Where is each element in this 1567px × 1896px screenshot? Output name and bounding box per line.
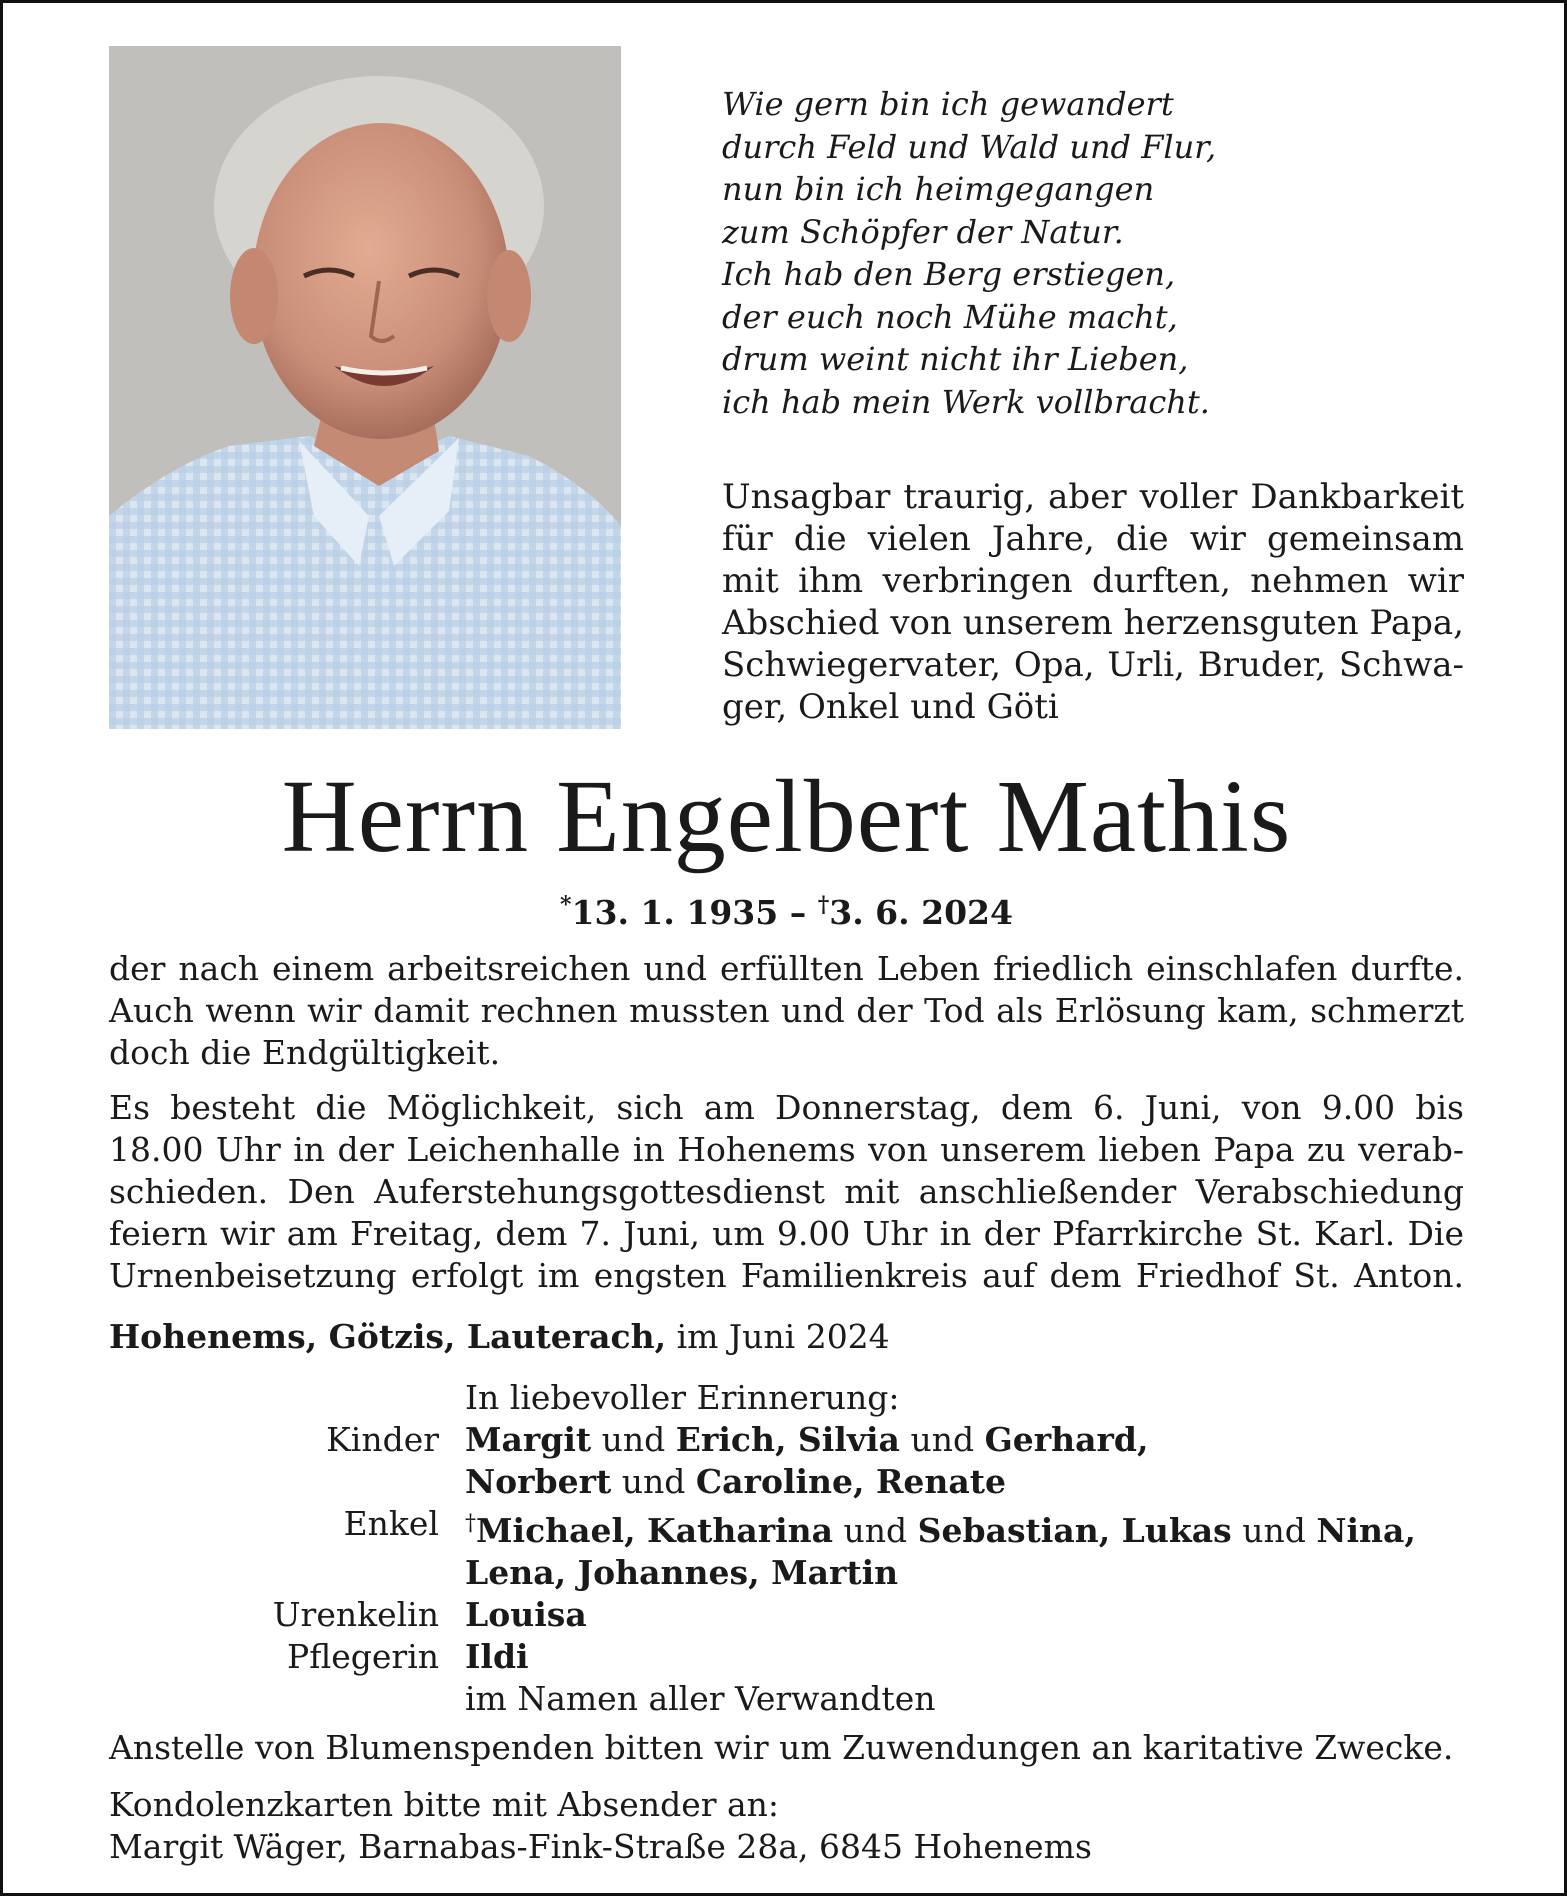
great-grandchild-name: Louisa — [465, 1595, 587, 1634]
intro-text — [722, 476, 1464, 728]
death-date: 3. 6. 2024 — [829, 893, 1013, 932]
kinder-label: Kinder — [326, 1420, 439, 1459]
family-footer: im Namen aller Verwandten — [465, 1679, 936, 1718]
life-dates — [3, 883, 1567, 935]
condolence-label: Kondolenzkarten bitte mit Absender an: — [109, 1785, 780, 1824]
child-name: Norbert — [465, 1462, 612, 1501]
pflegerin-label: Pflegerin — [287, 1637, 439, 1676]
child-name: Gerhard, — [984, 1420, 1149, 1459]
month-year: im Juni 2024 — [676, 1317, 890, 1356]
text-line: schieden. Den Auferstehungsgottesdienst mit anschließender Verabschiedung — [109, 1172, 1464, 1211]
deceased-name: Herrn Engelbert Mathis — [281, 759, 1292, 874]
poem-line: der euch noch Mühe macht, — [722, 297, 1178, 336]
date-dash: – — [789, 893, 807, 932]
poem-line: nun bin ich heimgegangen — [722, 170, 1155, 208]
text-line: Urnenbeisetzung erfolgt im engsten Familienkreis auf dem Friedhof St. Anton. — [109, 1256, 1464, 1295]
urenkelin-row — [109, 1594, 1509, 1636]
poem-line: drum weint nicht ihr Lieben, — [722, 340, 1189, 378]
enkel-row: Enkel †Michael, Katharina und Sebastian, Lukas und Nina, — [109, 1503, 1509, 1552]
grandchild-name: Michael, Katharina — [476, 1511, 834, 1550]
family-heading-row — [109, 1377, 1509, 1419]
intro-line: Unsagbar traurig, aber voller Dankbarkeit — [722, 477, 1464, 517]
family-footer-row — [109, 1678, 1509, 1720]
death-symbol: † — [817, 892, 830, 918]
family-heading: In liebevoller Erinnerung: — [465, 1378, 900, 1417]
grandchild-name: Lena, Johannes, Martin — [465, 1553, 899, 1592]
pflegerin-row — [109, 1636, 1509, 1678]
urenkelin-label: Urenkelin — [272, 1595, 439, 1634]
condolence-address: Margit Wäger, Barnabas-Fink-Straße 28a, 6845 Hohenems — [109, 1827, 1092, 1866]
text-line: feiern wir am Freitag, dem 7. Juni, um 9.00 Uhr in der Pfarrkirche St. Karl. Die — [109, 1214, 1464, 1253]
poem-line: zum Schöpfer der Natur. — [722, 212, 1124, 251]
intro-line: Abschied von unserem herzensguten Papa, — [722, 603, 1464, 643]
poem-line: durch Feld und Wald und Flur, — [722, 127, 1217, 166]
text-line: der nach einem arbeitsreichen und erfüllten Leben friedlich einschlafen durfte. — [109, 949, 1464, 988]
poem-line: Ich hab den Berg erstiegen, — [722, 255, 1176, 293]
kinder-row: Kinder Margit und Erich, Silvia und Gerhard, — [109, 1419, 1509, 1461]
child-name: Caroline, Renate — [695, 1462, 1007, 1501]
cross-symbol: † — [465, 1511, 476, 1536]
enkel-row-2 — [109, 1552, 1509, 1594]
grandchild-name: Sebastian, Lukas — [917, 1511, 1232, 1550]
intro-line: mit ihm verbringen durften, nehmen wir — [722, 561, 1464, 601]
poem — [722, 83, 1482, 423]
portrait-photo — [109, 46, 621, 729]
flowers-note: Anstelle von Blumenspenden bitten wir um Zuwendungen an karitative Zwecke. — [109, 1728, 1454, 1767]
intro-line: für die vielen Jahre, die wir gemeinsam — [722, 519, 1464, 559]
poem-line: ich hab mein Werk vollbracht. — [722, 382, 1210, 421]
place-date-line — [109, 1316, 890, 1358]
birth-symbol: * — [560, 892, 572, 918]
caregiver-name: Ildi — [465, 1637, 529, 1676]
intro-line: Schwiegervater, Opa, Urli, Bruder, Schwa- — [722, 645, 1464, 685]
child-name: Margit — [465, 1420, 592, 1459]
intro-line: ger, Onkel und Göti — [722, 687, 1059, 727]
grandchild-name: Nina, — [1316, 1511, 1416, 1550]
child-name: Erich, Silvia — [675, 1420, 900, 1459]
poem-line: Wie gern bin ich gewandert — [722, 85, 1174, 123]
enkel-label: Enkel — [343, 1504, 439, 1543]
text-line: 18.00 Uhr in der Leichenhalle in Hohenems von unserem lieben Papa zu verab- — [109, 1130, 1464, 1169]
paragraph-2 — [109, 1087, 1464, 1297]
family-list — [109, 1377, 1509, 1720]
birth-date: 13. 1. 1935 — [571, 893, 779, 932]
paragraph-1 — [109, 948, 1464, 1074]
text-line: Es besteht die Möglichkeit, sich am Donnerstag, dem 6. Juni, von 9.00 bis — [109, 1088, 1464, 1127]
text-line: doch die Endgültigkeit. — [109, 1033, 501, 1072]
kinder-row-2: Norbert und Caroline, Renate — [465, 1462, 1007, 1501]
text-line: Auch wenn wir damit rechnen mussten und der Tod als Erlösung kam, schmerzt — [109, 991, 1464, 1030]
towns: Hohenems, Götzis, Lauterach, — [109, 1317, 667, 1356]
